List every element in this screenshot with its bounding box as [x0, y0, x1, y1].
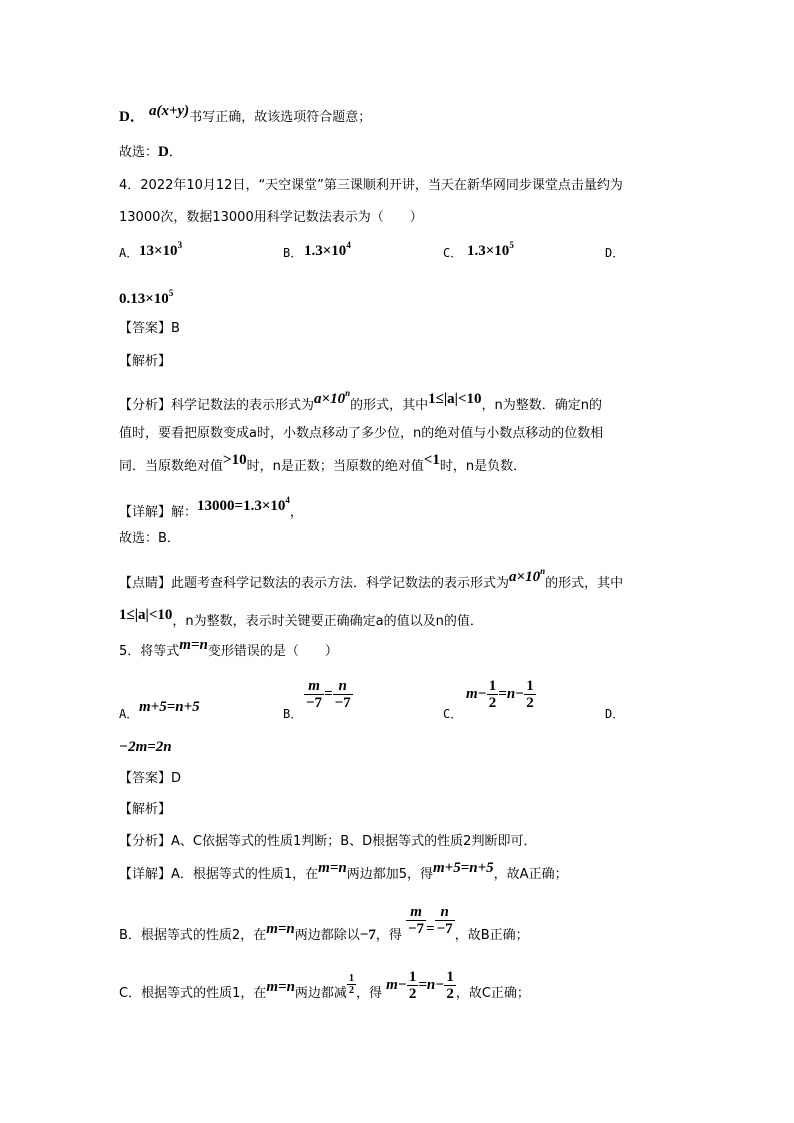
q5-detail-c	[119, 966, 530, 1013]
math-expr	[386, 969, 456, 1002]
math-expr: 1≤|a|<10	[428, 391, 482, 407]
math-expr: a(x+y)	[148, 103, 190, 119]
q5-option-d-label: D．	[605, 707, 625, 721]
text: 同．当原数绝对值	[119, 459, 224, 474]
exp: n	[540, 566, 546, 576]
text: 【详解】解：	[119, 505, 198, 520]
q4-option-c-label: C．	[443, 246, 463, 260]
denominator: −7	[408, 921, 425, 937]
text: ，故A正确；	[493, 867, 568, 882]
q5-answer: 【答案】D	[119, 771, 182, 786]
text: 【详解】A．根据等式的性质1，在	[119, 867, 319, 882]
fraction	[524, 678, 536, 711]
text: B．根据等式的性质2，在	[119, 928, 267, 943]
q4-analysis-line2: 值时，要看把原数变成a时，小数点移动了多少位，n的绝对值与小数点移动的位数相	[119, 426, 604, 441]
fraction	[487, 678, 499, 711]
text: 故选：	[119, 145, 159, 160]
expr: m−	[466, 686, 487, 702]
q5-analysis: 【分析】A、C依据等式的性质1判断；B、D根据等式的性质2判断即可．	[119, 834, 537, 849]
text: 两边都加5，得	[346, 867, 434, 882]
label: D．	[119, 109, 145, 125]
numerator: 1	[488, 678, 497, 694]
q5-option-c-label: C．	[443, 707, 463, 721]
numerator: 1	[408, 969, 417, 985]
math-expr: 1≤|a|<10	[119, 607, 173, 623]
text: C．根据等式的性质1，在	[119, 986, 267, 1001]
math-expr: m=n	[318, 860, 347, 876]
denominator: 2	[348, 985, 354, 996]
q4-analysis-line1	[119, 390, 602, 415]
expr: =n−	[418, 977, 445, 993]
text: 变形错误的是（ ）	[207, 644, 338, 659]
fraction	[407, 969, 419, 1002]
q4-option-b-label: B．	[283, 246, 303, 260]
q4-stem-line1: 4．2022年10月12日，“天空课堂”第三课顺利开讲，当天在新华网同步课堂点击量约为	[119, 178, 623, 193]
expr: a×10	[314, 391, 346, 407]
text: ，n为整数．确定n的	[481, 398, 602, 413]
exp: 3	[177, 240, 183, 250]
q4-analysis-line3	[119, 452, 527, 476]
numerator: m	[304, 678, 324, 695]
text: ，得	[375, 928, 402, 943]
expr: =n−	[498, 686, 525, 702]
q4-option-b	[304, 236, 351, 260]
text: 【分析】科学记数法的表示形式为	[119, 398, 315, 413]
numerator: m	[406, 904, 426, 921]
q4-option-d	[119, 284, 173, 308]
denominator: −7	[334, 695, 351, 711]
math-expr: m=n	[266, 979, 295, 995]
denominator: 2	[408, 986, 417, 1002]
math-expr	[197, 495, 290, 514]
numerator: 1	[348, 973, 354, 984]
q4-comment-line2	[119, 607, 483, 631]
q4-options	[119, 238, 719, 262]
q4-jiexi-heading: 【解析】	[119, 354, 172, 369]
numerator: 1	[446, 969, 454, 985]
math-expr	[314, 388, 351, 407]
fraction	[304, 678, 324, 711]
denominator: 2	[488, 695, 497, 711]
text: ，得	[355, 986, 382, 1001]
q4-stem-line2: 13000次，数据13000用科学记数法表示为（ ）	[119, 210, 423, 225]
denominator: −7	[436, 921, 453, 937]
text: ．	[168, 145, 182, 160]
denominator: 2	[526, 695, 534, 711]
text: 时，n是负数．	[439, 459, 527, 474]
numerator: 1	[526, 678, 534, 694]
text: 的形式，其中	[545, 576, 624, 591]
q5-option-a-label: A．	[119, 707, 139, 721]
math-expr	[509, 566, 546, 585]
q5-option-b: $\frac{m}{-7}$ = $\frac{n}{-7}$	[306, 678, 351, 711]
choose-d	[119, 143, 182, 162]
q5-option-c	[466, 678, 536, 711]
fraction-half	[347, 973, 356, 996]
q5-option-a: m+5=n+5	[139, 699, 200, 715]
q5-detail-a	[119, 860, 568, 884]
expr: 13000=1.3×10	[197, 498, 286, 514]
q4-answer: 【答案】B	[119, 321, 180, 336]
text: 书写正确，故该选项符合题意；	[189, 110, 372, 125]
math-expr: D	[158, 144, 169, 160]
expr: 1.3×10	[467, 243, 510, 259]
numerator: n	[333, 678, 353, 695]
math-expr: <1	[423, 452, 440, 468]
q5-option-b-label: B．	[283, 707, 303, 721]
q5-jiexi-heading: 【解析】	[119, 802, 172, 817]
expr: a×10	[509, 569, 541, 585]
expr: m−	[386, 977, 407, 993]
math-expr: m=n	[179, 637, 208, 653]
q4-option-c	[467, 236, 514, 260]
exp: 4	[346, 240, 351, 250]
denominator: −7	[306, 695, 323, 711]
q5-options	[119, 676, 719, 720]
text: 时，n是正数；当原数的绝对值	[246, 459, 424, 474]
expr: 0.13×10	[119, 291, 169, 307]
fraction	[444, 969, 456, 1002]
text: ，故C正确；	[455, 986, 530, 1001]
q4-option-a	[139, 236, 182, 260]
math-expr: m=n	[266, 921, 295, 937]
text: 两边都除以	[294, 928, 360, 943]
fraction	[333, 678, 353, 711]
q5-stem	[119, 637, 338, 661]
q4-comment-line1	[119, 568, 623, 593]
q4-detail	[119, 497, 303, 522]
expr: 1.3×10	[304, 243, 347, 259]
denominator: 2	[446, 986, 454, 1002]
exp: 4	[285, 495, 290, 505]
q4-choose: 故选：B．	[119, 531, 180, 546]
text: 【点睛】此题考查科学记数法的表示方法．科学记数法的表示形式为	[119, 576, 510, 591]
text: ，故B正确；	[454, 928, 529, 943]
exp: 5	[509, 240, 514, 250]
text: 两边都减	[294, 986, 347, 1001]
option-d-explanation	[119, 103, 372, 127]
text: 5．将等式	[119, 644, 180, 659]
expr: 13×10	[139, 243, 178, 259]
exp: n	[345, 388, 351, 398]
text: 的形式，其中	[350, 398, 429, 413]
math-expr: >10	[223, 452, 247, 468]
math-expr: m+5=n+5	[433, 860, 494, 876]
q4-option-a-label: A．	[119, 246, 139, 260]
q4-option-d-label: D．	[605, 246, 625, 260]
q5-option-d: −2m=2n	[119, 739, 172, 755]
q5-detail-b: B．根据等式的性质2，在m=n两边都除以−7，得 $\frac{m}{-7}$ = $\frac{n}{-7}$ ，故B正确；	[119, 904, 529, 943]
math-expr: −7	[359, 927, 376, 943]
fraction	[435, 904, 455, 937]
numerator: n	[435, 904, 455, 921]
text: ，	[289, 505, 303, 520]
text: ，n为整数，表示时关键要正确确定a的值以及n的值．	[172, 614, 483, 629]
exp: 5	[168, 288, 174, 298]
fraction	[406, 904, 426, 937]
